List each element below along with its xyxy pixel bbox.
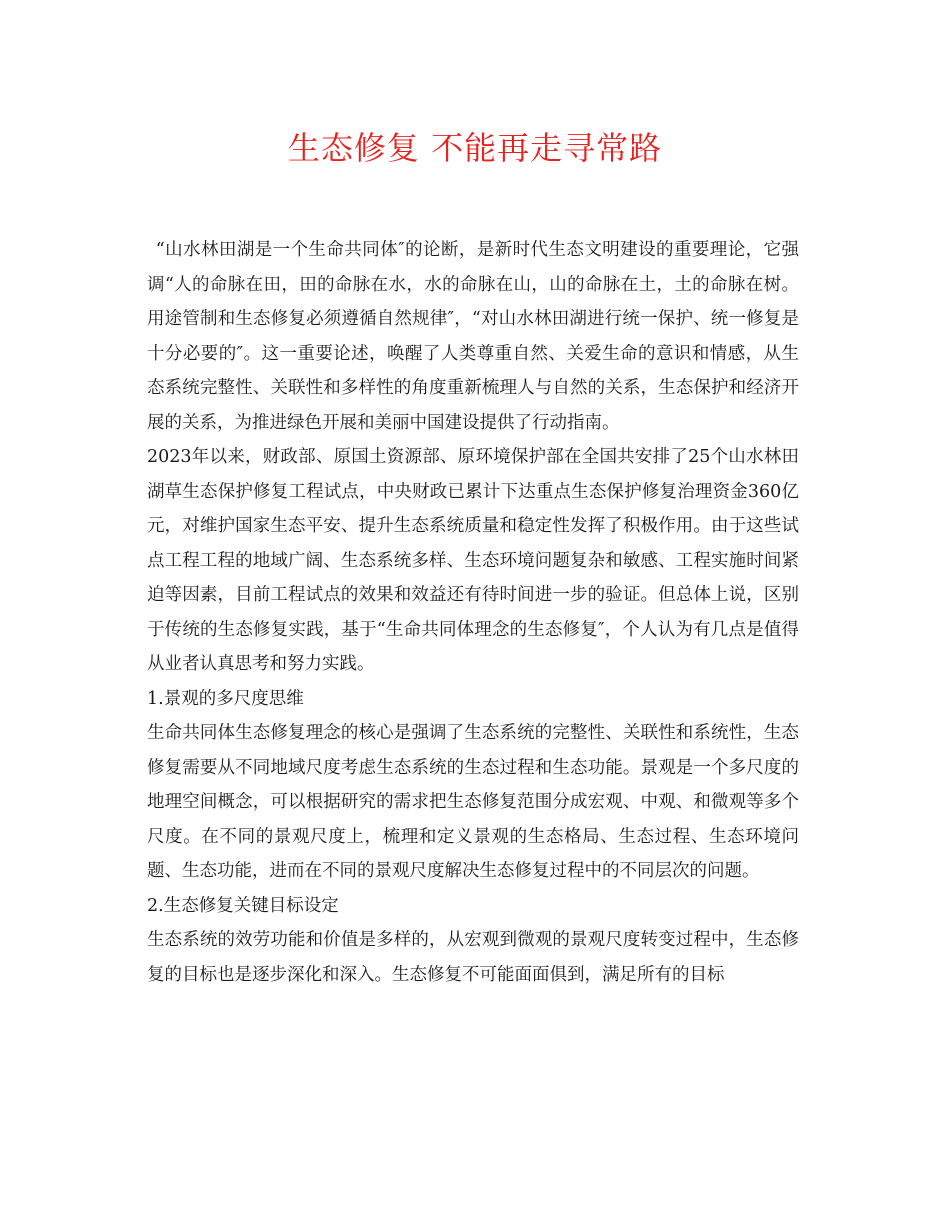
- section-text-key-goals: 生态系统的效劳功能和价值是多样的，从宏观到微观的景观尺度转变过程中，生态修复的目标也是逐步深化和深入。生态修复不可能面面俱到，满足所有的目标: [147, 930, 799, 985]
- paragraph-pilot-projects: 2023年以来，财政部、原国土资源部、原环境保护部在全国共安排了25个山水林田湖草生态保护修复工程试点，中央财政已累计下达重点生态保护修复治理资金360亿元，对维护国家生态平安、提升生态系统质量和稳定性发挥了积极作用。由于这些试点工程工程的地域广阔、生态系统多样、生态环境问题复杂和敏感、工程实施时间紧迫等因素，目前工程试点的效果和效益还有待时间进一步的验证。但总体上说，区别于传统的生态修复实践，基于“生命共同体理念的生态修复″，个人认为有几点是值得从业者认真思考和努力实践。: [147, 447, 799, 674]
- section-heading-multiscale: 1.景观的多尺度思维: [147, 688, 304, 709]
- paragraph-intro: “山水林田湖是一个生命共同体″的论断，是新时代生态文明建设的重要理论，它强调“人的命脉在田，田的命脉在水，水的命脉在山，山的命脉在土，土的命脉在树。用途管制和生态修复必须遵循自然规律″，“对山水林田湖进行统一保护、统一修复是十分必要的″。这一重要论述，唤醒了人类尊重自然、关爱生命的意识和情感，从生态系统完整性、关联性和多样性的角度重新梳理人与自然的关系，生态保护和经济开展的关系，为推进绿色开展和美丽中国建设提供了行动指南。: [147, 240, 799, 433]
- section-text-multiscale: 生命共同体生态修复理念的核心是强调了生态系统的完整性、关联性和系统性，生态修复需要从不同地域尺度考虑生态系统的生态过程和生态功能。景观是一个多尺度的地理空间概念，可以根据研究的需求把生态修复范围分成宏观、中观、和微观等多个尺度。在不同的景观尺度上，梳理和定义景观的生态格局、生态过程、生态环境问题、生态功能，进而在不同的景观尺度解决生态修复过程中的不同层次的问题。: [147, 723, 799, 881]
- document-body: [147, 233, 799, 992]
- document-title: 生态修复 不能再走寻常路: [287, 129, 663, 167]
- section-heading-key-goals: 2.生态修复关键目标设定: [147, 895, 339, 916]
